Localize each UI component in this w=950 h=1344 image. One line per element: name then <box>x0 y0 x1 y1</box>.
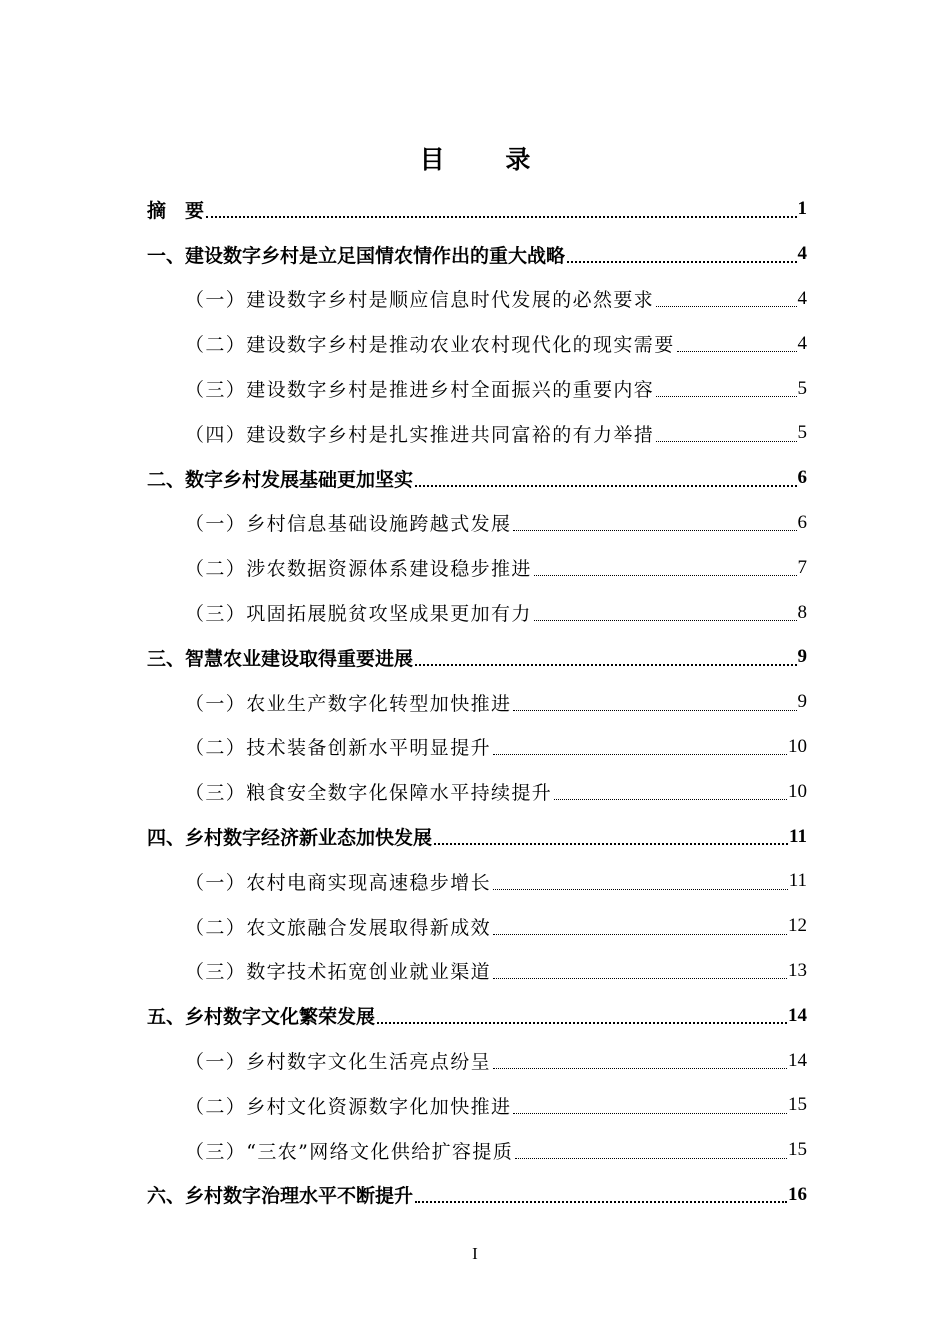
toc-entry-label: 一、建设数字乡村是立足国情农情作出的重大战略 <box>147 244 566 267</box>
toc-dot-leader <box>493 754 787 755</box>
toc-entry-label: （三）粮食安全数字化保障水平持续提升 <box>185 782 553 805</box>
toc-entry-page: 6 <box>797 467 807 489</box>
toc-entry-label: （二）农文旅融合发展取得新成效 <box>185 916 492 939</box>
toc-entry-label: 四、乡村数字经济新业态加快发展 <box>147 827 433 850</box>
toc-chapter-entry[interactable] <box>147 232 807 277</box>
toc-entry-label: （三）建设数字乡村是推进乡村全面振兴的重要内容 <box>185 379 655 402</box>
toc-dot-leader <box>434 843 788 845</box>
toc-section-entry[interactable] <box>147 590 807 635</box>
toc-dot-leader <box>554 799 787 800</box>
toc-dot-leader <box>415 664 796 666</box>
toc-entry-page: 10 <box>788 780 807 802</box>
toc-entry-page: 11 <box>789 825 807 847</box>
toc-entry-page: 1 <box>797 198 807 220</box>
toc-entry-page: 4 <box>797 243 807 265</box>
toc-entry-label: 六、乡村数字治理水平不断提升 <box>147 1185 414 1208</box>
toc-dot-leader <box>656 306 796 307</box>
toc-entry-page: 12 <box>788 915 807 937</box>
toc-dot-leader <box>515 1158 787 1159</box>
toc-section-entry[interactable] <box>147 501 807 546</box>
toc-entry-page: 6 <box>797 511 807 533</box>
toc-dot-leader <box>493 1068 787 1069</box>
toc-chapter-entry[interactable] <box>147 635 807 680</box>
toc-dot-leader <box>206 216 796 218</box>
toc-dot-leader <box>656 396 796 397</box>
toc-entry-label: （一）建设数字乡村是顺应信息时代发展的必然要求 <box>185 289 655 312</box>
toc-entry-label: （一）农业生产数字化转型加快推进 <box>185 692 512 715</box>
toc-entry-page: 8 <box>797 601 807 623</box>
toc-section-entry[interactable] <box>147 1038 807 1083</box>
toc-section-entry[interactable] <box>147 904 807 949</box>
toc-section-entry[interactable] <box>147 277 807 322</box>
toc-entry-label: （一）农村电商实现高速稳步增长 <box>185 871 492 894</box>
toc-entry-page: 5 <box>797 377 807 399</box>
toc-dot-leader <box>534 620 797 621</box>
toc-entry-label: （三）数字技术拓宽创业就业渠道 <box>185 961 492 984</box>
toc-entry-page: 14 <box>788 1004 807 1026</box>
toc-dot-leader <box>677 351 797 352</box>
toc-chapter-entry[interactable] <box>147 456 807 501</box>
toc-dot-leader <box>493 889 788 890</box>
toc-entry-label: 三、智慧农业建设取得重要进展 <box>147 647 414 670</box>
toc-dot-leader <box>493 934 787 935</box>
toc-entry-label: （三）巩固拓展脱贫攻坚成果更加有力 <box>185 603 532 626</box>
toc-entry-page: 10 <box>788 735 807 757</box>
toc-dot-leader <box>415 485 796 487</box>
page-title: 目 录 <box>419 145 557 174</box>
toc-entry-label: （二）建设数字乡村是推动农业农村现代化的现实需要 <box>185 334 675 357</box>
toc-chapter-entry[interactable] <box>147 993 807 1038</box>
toc-dot-leader <box>415 1201 787 1203</box>
toc-entry-page: 4 <box>797 287 807 309</box>
toc-dot-leader <box>534 575 797 576</box>
toc-entry-page: 9 <box>797 691 807 713</box>
table-of-contents <box>147 187 807 1217</box>
toc-dot-leader <box>656 441 796 442</box>
toc-entry-label: （一）乡村信息基础设施跨越式发展 <box>185 513 512 536</box>
toc-section-entry[interactable] <box>147 1128 807 1173</box>
toc-entry-page: 13 <box>788 959 807 981</box>
toc-entry-label: 五、乡村数字文化繁荣发展 <box>147 1006 376 1029</box>
toc-section-entry[interactable] <box>147 725 807 770</box>
toc-dot-leader <box>513 1113 787 1114</box>
toc-dot-leader <box>513 530 796 531</box>
toc-section-entry[interactable] <box>147 411 807 456</box>
toc-chapter-entry[interactable] <box>147 1173 807 1218</box>
toc-entry-page: 15 <box>788 1139 807 1161</box>
toc-section-entry[interactable] <box>147 769 807 814</box>
page-number: I <box>472 1244 478 1263</box>
toc-chapter-entry[interactable] <box>147 814 807 859</box>
toc-entry-label: 二、数字乡村发展基础更加坚实 <box>147 468 414 491</box>
toc-entry-label: （二）涉农数据资源体系建设稳步推进 <box>185 558 532 581</box>
toc-entry-label: （三）“三农”网络文化供给扩容提质 <box>185 1140 514 1163</box>
toc-entry-page: 11 <box>788 870 807 892</box>
toc-section-entry[interactable] <box>147 1083 807 1128</box>
toc-entry-page: 9 <box>797 646 807 668</box>
toc-entry-page: 15 <box>788 1094 807 1116</box>
toc-entry-label: （一）乡村数字文化生活亮点纷呈 <box>185 1051 492 1074</box>
toc-section-entry[interactable] <box>147 859 807 904</box>
toc-entry-page: 4 <box>797 332 807 354</box>
toc-section-entry[interactable] <box>147 321 807 366</box>
toc-entry-label: （四）建设数字乡村是扎实推进共同富裕的有力举措 <box>185 423 655 446</box>
toc-dot-leader <box>567 261 796 263</box>
toc-chapter-entry[interactable] <box>147 187 807 232</box>
toc-entry-page: 5 <box>797 422 807 444</box>
toc-entry-label: （二）乡村文化资源数字化加快推进 <box>185 1095 512 1118</box>
toc-dot-leader <box>377 1022 787 1024</box>
toc-entry-page: 14 <box>788 1049 807 1071</box>
toc-section-entry[interactable] <box>147 545 807 590</box>
toc-entry-page: 7 <box>797 556 807 578</box>
toc-section-entry[interactable] <box>147 949 807 994</box>
toc-dot-leader <box>513 710 796 711</box>
toc-entry-page: 16 <box>788 1183 807 1205</box>
toc-section-entry[interactable] <box>147 366 807 411</box>
toc-dot-leader <box>493 978 787 979</box>
toc-section-entry[interactable] <box>147 680 807 725</box>
toc-entry-label: 摘 要 <box>147 199 205 222</box>
toc-entry-label: （二）技术装备创新水平明显提升 <box>185 737 492 760</box>
